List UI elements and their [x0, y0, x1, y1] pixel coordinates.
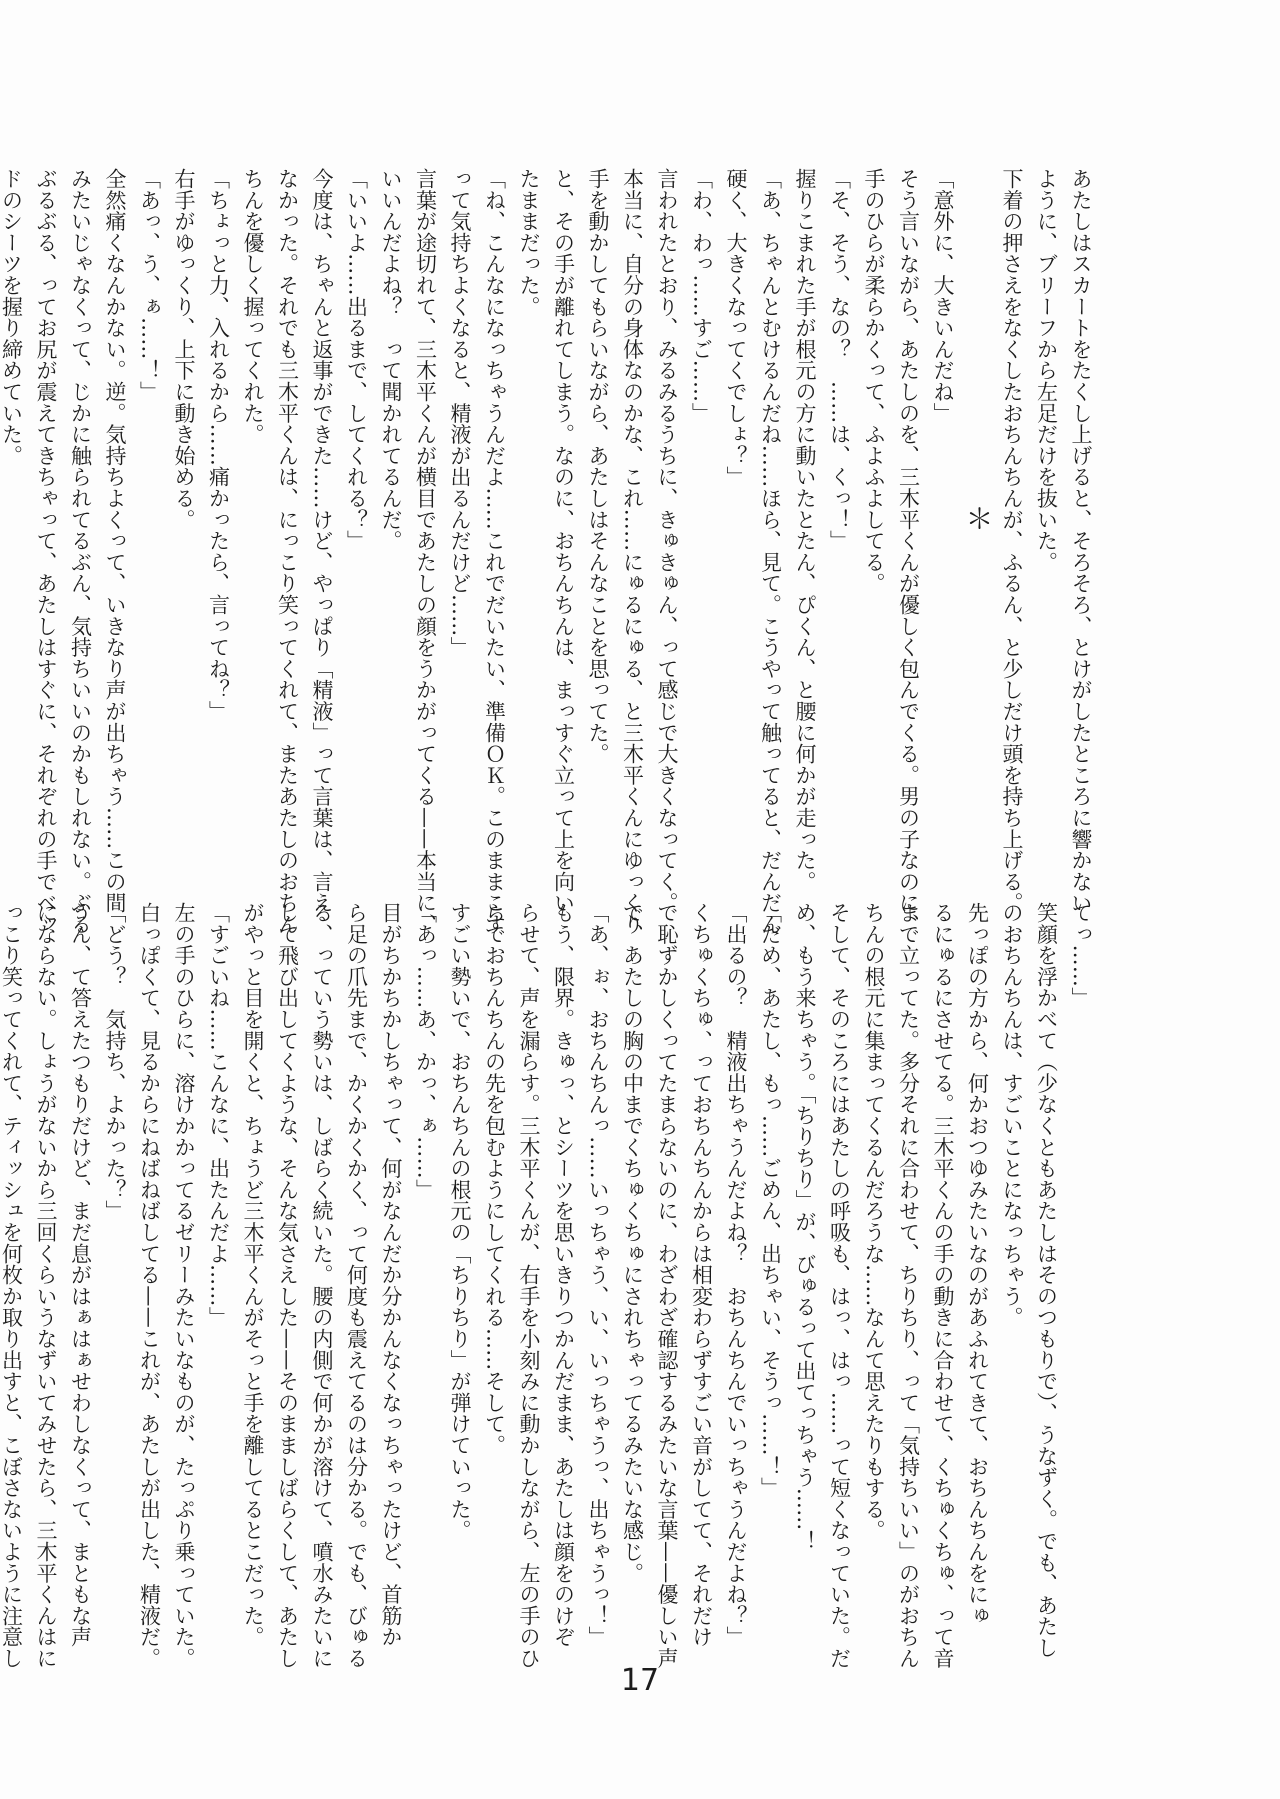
scene-break-marker: ＊ [961, 504, 995, 532]
text-line: 手を動かしてもらいながら、あたしはそんなことを思ってた。 [586, 168, 610, 765]
text-line: るにゅるにさせてる。三木平くんの手の動きに合わせて、くちゅくちゅ、って音 [931, 902, 955, 1669]
text-line: のおちんちんは、すごいことになっちゃう。 [1000, 902, 1024, 1328]
text-line: め、もう来ちゃう。「ちりちり」が、びゅるって出てっちゃう……！ [793, 902, 817, 1552]
text-line: 「わ、わっ……すご……」 [689, 168, 714, 424]
text-line: ように、ブリーフから左足だけを抜いた。 [1034, 168, 1059, 573]
text-line: 手のひらが柔らかくって、ふよふよしてる。 [862, 168, 886, 594]
text-line: 「いいよ……出るまで、してくれる？」 [344, 168, 369, 552]
text-line: ドのシーツを握り締めていた。 [0, 168, 24, 467]
text-line: 右手がゆっくり、上下に動き始める。 [172, 168, 196, 531]
text-line: ちんを優しく握ってくれた。 [241, 168, 265, 445]
text-line: ら足の爪先まで、かくかくかく、って何度も震えてるのは分かる。でも、びゅる [344, 902, 369, 1669]
text-line: 「あっ、う、ぁ……！」 [137, 168, 162, 403]
text-line: 「そ、そう、なの？ ……は、くっ！」 [827, 168, 852, 552]
lower-text-block [0, 902, 1098, 1669]
text-line: 「ちょっと力、入れるから……痛かったら、言ってね？」 [206, 168, 231, 722]
text-line: 目がちかちかしちゃって、何がなんだか分かんなくなっちゃったけど、首筋か [379, 902, 403, 1648]
text-line: で恥ずかしくってたまらないのに、わざわざ確認するみたいな言葉——優しい声 [655, 902, 679, 1669]
text-line: らせて、声を漏らす。三木平くんが、右手を小刻みに動かしながら、左の手のひ [517, 902, 541, 1669]
text-line: 「あ、ぉ、おちんちんっ……いっちゃう、い、いっちゃうっ、出ちゃうっ！」 [586, 902, 610, 1648]
text-line: る、っていう勢いは、しばらく続いた。腰の内側で何かが溶けて、噴水みたいに [310, 902, 334, 1669]
text-line: てっ……」 [1069, 902, 1093, 1009]
text-line: 下着の押さえをなくしたおちんちんが、ふるん、と少しだけ頭を持ち上げる。 [1000, 168, 1024, 914]
text-line: もう、限界。きゅっ、とシーツを思いきりつかんだまま、あたしは顔をのけぞ [551, 902, 576, 1648]
text-line: そして、そのころにはあたしの呼吸も、はっ、はっ……って短くなっていた。だ [827, 902, 852, 1669]
upper-text-block [0, 168, 1098, 935]
page-number: 17 [620, 1663, 660, 1698]
text-line: にならない。しょうがないから三回くらいうなずいてみせたら、三木平くんはに [34, 902, 58, 1669]
text-line: 言葉が途切れて、三木平くんが横目であたしの顔をうかがってくる——本当に、 [413, 168, 438, 935]
text-line: いいんだよね？ って聞かれてるんだ。 [379, 168, 403, 552]
text-line: すごい勢いで、おちんちんの根元の「ちりちり」が弾けていった。 [448, 902, 472, 1541]
text-line: たままだった。 [517, 168, 541, 318]
text-line: 「ね、こんなになっちゃうんだよ……これでだいたい、準備ＯＫ。このままこす [482, 168, 507, 935]
text-line: っこり笑ってくれて、ティッシュを何枚か取り出すと、こぼさないように注意し [0, 902, 24, 1669]
text-line: みたいじゃなくって、じかに触られてるぶん、気持ちいいのかもしれない。ぶる [68, 168, 93, 935]
text-line: 全然痛くなんかない。逆。気持ちよくって、いきなり声が出ちゃう……この間 [103, 168, 127, 914]
text-line: と、その手が離れてしまう。なのに、おちんちんは、まっすぐ立って上を向い [551, 168, 576, 914]
text-line: 先っぽの方から、何かおつゆみたいなのがあふれてきて、おちんちんをにゅ [965, 902, 990, 1627]
text-line: くちゅくちゅ、っておちんちんからは相変わらずすごい音がしてて、それだけ [689, 902, 714, 1648]
text-line: なかった。それでも三木平くんは、にっこり笑ってくれて、またあたしのおちん [275, 168, 300, 935]
text-line: 「出るの？ 精液出ちゃうんだよね？ おちんちんでいっちゃうんだよね？」 [724, 902, 748, 1648]
text-line: 「どう？ 気持ち、よかった？」 [103, 902, 127, 1222]
text-line: うん、て答えたつもりだけど、まだ息がはぁはぁせわしなくって、まともな声 [68, 902, 93, 1648]
text-line: 笑顔を浮かべて（少なくともあたしはそのつもりで）、うなずく。でも、あたし [1034, 902, 1059, 1659]
text-line: まで立ってた。多分それに合わせて、ちりちり、って「気持ちいい」のがおちん [896, 902, 921, 1669]
text-line: で、あたしの胸の中までくちゅくちゅにされちゃってるみたいな感じ。 [620, 902, 645, 1584]
text-line: らでおちんちんの先を包むようにしてくれる……そして。 [482, 902, 507, 1456]
text-line: 左の手のひらに、溶けかかってるゼリーみたいなものが、たっぷり乗っていた。 [172, 902, 196, 1669]
text-line: 「あ、ちゃんとむけるんだね……ほら、見て。こうやって触ってると、だんだん [758, 168, 783, 935]
text-line: 硬く、大きくなってくでしょ？」 [724, 168, 748, 488]
text-line: 握りこまれた手が根元の方に動いたとたん、ぴくん、と腰に何かが走った。 [793, 168, 817, 893]
text-line: って気持ちよくなると、精液が出るんだけど……」 [448, 168, 472, 658]
text-line: 本当に、自分の身体なのかな、これ……にゅるにゅる、と三木平くんにゆっくり [620, 168, 645, 935]
text-line: 「すごいね……こんなに、出たんだよ……」 [206, 902, 231, 1328]
text-line: 今度は、ちゃんと返事ができた……けど、やっぱり「精液」って言葉は、言え [310, 168, 334, 914]
text-line: 「あっ……あ、かっ、ぁ……」 [413, 902, 438, 1201]
text-line: あたしはスカートをたくし上げると、そろそろ、とけがしたところに響かない [1069, 168, 1093, 914]
text-line: 「意外に、大きいんだね」 [931, 168, 955, 424]
text-line: がやっと目を開くと、ちょうど三木平くんがそっと手を離してるとこだった。 [241, 902, 265, 1648]
text-line: ちんの根元に集まってくるんだろうな……なんて思えたりもする。 [862, 902, 886, 1541]
text-line: 言われたとおり、みるみるうちに、きゅきゅん、って感じで大きくなってく。 [655, 168, 679, 914]
text-line: 白っぽくて、見るからにねばねばしてる——これが、あたしが出した、精液だ。 [137, 902, 162, 1669]
text-line: 「だめ、あたし、もっ……ごめん、出ちゃい、そうっ……！」 [758, 902, 783, 1499]
text-line: して飛び出してくような、そんな気さえした——そのまましばらくして、あたし [275, 902, 300, 1669]
text-line: そう言いながら、あたしのを、三木平くんが優しく包んでくる。男の子なのに、 [896, 168, 921, 935]
text-line: ぶるぶる、ってお尻が震えてきちゃって、あたしはすぐに、それぞれの手でベッ [34, 168, 58, 935]
